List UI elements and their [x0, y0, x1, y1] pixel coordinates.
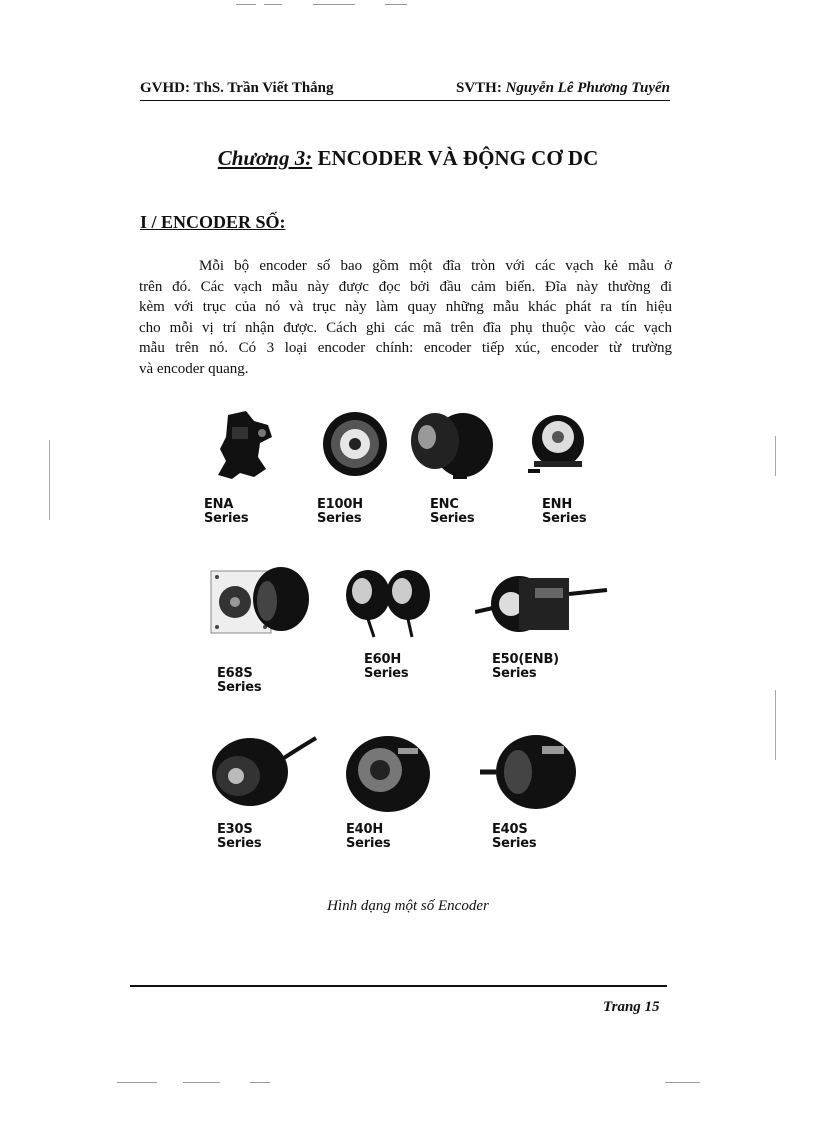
scan-artifact [385, 4, 407, 5]
enh-encoder-image [520, 407, 590, 482]
student-label [456, 80, 670, 97]
scan-artifact [117, 1082, 157, 1083]
e60h-encoder-image [340, 567, 440, 642]
series-name: Series [542, 511, 587, 526]
scan-artifact [236, 4, 256, 5]
product-label [217, 667, 261, 695]
student-prefix: SVTH: [456, 80, 506, 96]
encoder-figure [190, 402, 630, 872]
model-name: E40S [492, 822, 528, 837]
student-name: Nguyễn Lê Phương Tuyến [505, 80, 670, 96]
model-name: ENA [204, 497, 234, 512]
paragraph-line: kèm với trục của nó và trục này làm quay những mẫu khác phát ra tín hiệu [139, 299, 672, 315]
body-paragraph [139, 256, 672, 379]
model-name: E68S [217, 666, 253, 681]
e40h-encoder-image [340, 732, 435, 817]
scan-artifact [183, 1082, 220, 1083]
series-name: Series [492, 836, 537, 851]
series-name: Series [492, 666, 537, 681]
product-label [364, 653, 408, 681]
series-name: Series [317, 511, 362, 526]
enc-encoder-image [405, 407, 495, 482]
ena-encoder-image [210, 407, 280, 482]
footer-rule [130, 985, 667, 987]
scan-artifact [313, 4, 355, 5]
product-label [492, 653, 559, 681]
model-name: E30S [217, 822, 253, 837]
e100h-encoder-image [318, 407, 393, 482]
chapter-heading: ENCODER VÀ ĐỘNG CƠ DC [312, 146, 599, 170]
scan-artifact [665, 1082, 700, 1083]
chapter-prefix: Chương 3: [217, 146, 313, 170]
product-label [492, 823, 536, 851]
model-name: E60H [364, 652, 402, 667]
series-name: Series [217, 680, 262, 695]
advisor-label: GVHD: ThS. Trần Viết Thắng [140, 80, 334, 96]
series-name: Series [364, 666, 409, 681]
e50-encoder-image [475, 564, 615, 649]
paragraph-line: cho mỗi vị trí nhận được. Cách ghi các mã trên đĩa phụ thuộc vào các vạch [139, 319, 672, 336]
chapter-title [0, 146, 816, 171]
scan-artifact [264, 4, 282, 5]
scan-artifact [775, 436, 776, 476]
paragraph-line: Mỗi bộ encoder số bao gồm một đĩa tròn với các vạch kẻ mẫu ở [199, 258, 672, 274]
model-name: ENH [542, 497, 573, 512]
product-label [346, 823, 390, 851]
series-name: Series [346, 836, 391, 851]
paragraph-line: mẫu trên nó. Có 3 loại encoder chính: encoder tiếp xúc, encoder từ trường [139, 340, 672, 356]
product-label [542, 498, 586, 526]
page-header [140, 80, 670, 101]
figure-caption: Hình dạng một số Encoder [327, 898, 489, 914]
paragraph-line: và encoder quang. [139, 360, 249, 377]
product-label [317, 498, 363, 526]
product-label [430, 498, 474, 526]
model-name: E40H [346, 822, 384, 837]
e68s-encoder-image [205, 565, 315, 660]
page-number: Trang 15 [603, 999, 660, 1015]
section-heading: I / ENCODER SỐ: [140, 212, 286, 232]
model-name: E50(ENB) [492, 652, 559, 667]
series-name: Series [204, 511, 249, 526]
e40s-encoder-image [480, 732, 580, 817]
model-name: E100H [317, 497, 363, 512]
product-label [204, 498, 248, 526]
product-label [217, 823, 261, 851]
scan-artifact [775, 690, 776, 760]
paragraph-line: trên đó. Các vạch mẫu này được đọc bởi đầu cảm biến. Đĩa này thường đi [139, 278, 672, 295]
model-name: ENC [430, 497, 459, 512]
scan-artifact [49, 440, 50, 520]
series-name: Series [430, 511, 475, 526]
e30s-encoder-image [200, 724, 320, 814]
scan-artifact [250, 1082, 270, 1083]
series-name: Series [217, 836, 262, 851]
